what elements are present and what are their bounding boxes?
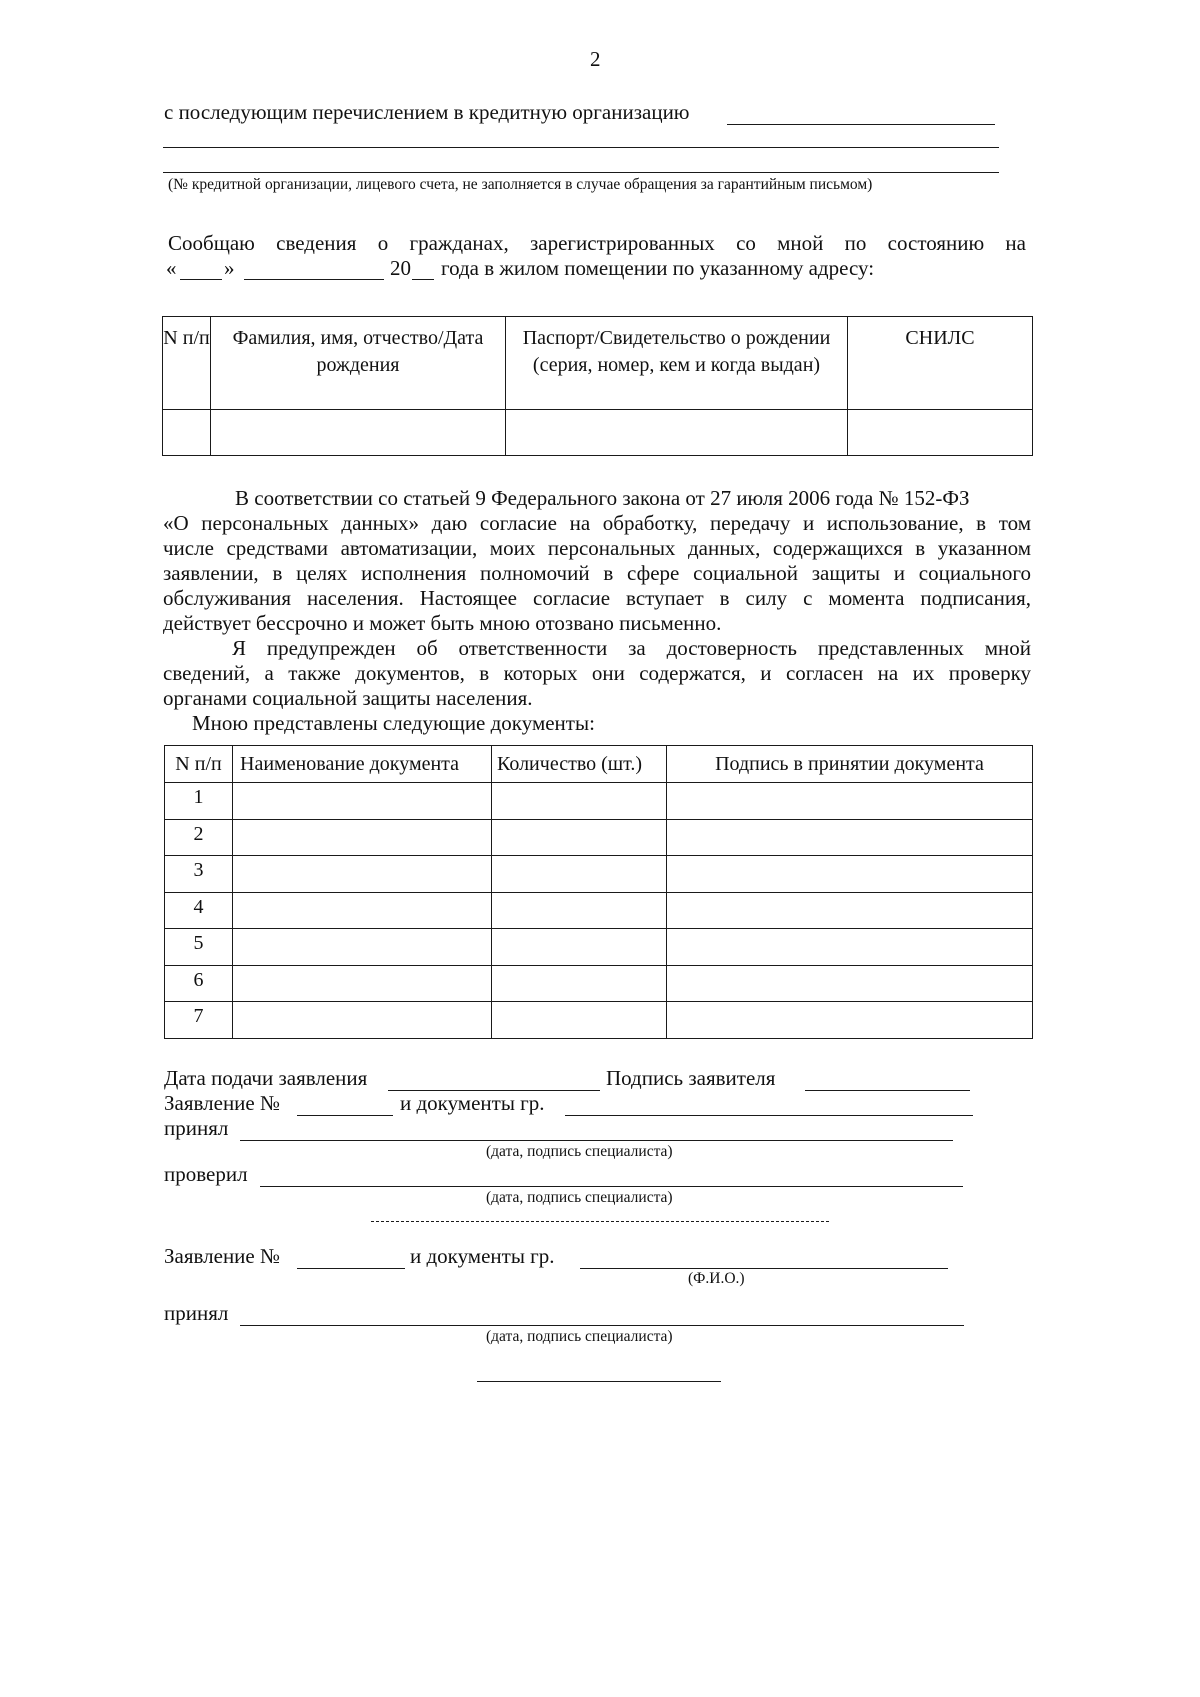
documents-intro: Мною представлены следующие документы: bbox=[192, 711, 595, 735]
documents-table bbox=[164, 745, 1033, 1039]
documents-cell-name[interactable] bbox=[233, 783, 492, 820]
residents-header-number: N п/п bbox=[163, 317, 211, 410]
documents-cell-name[interactable] bbox=[233, 820, 492, 856]
receipt-accepted-label: принял bbox=[164, 1301, 229, 1325]
documents-cell-signature[interactable] bbox=[667, 783, 1033, 820]
residents-cell-number[interactable] bbox=[163, 410, 211, 456]
documents-cell-signature[interactable] bbox=[667, 893, 1033, 929]
receipt-accepted-field[interactable] bbox=[240, 1325, 964, 1326]
credit-org-note: (№ кредитной организации, лицевого счета, не заполняется в случае обращения за гарантийным письмом) bbox=[168, 176, 873, 193]
date-month-field[interactable] bbox=[244, 279, 384, 280]
table-row bbox=[165, 966, 1033, 1002]
consent-line-1: В соответствии со статьей 9 Федерального закона от 27 июля 2006 года № 152-ФЗ bbox=[235, 486, 970, 510]
documents-cell-quantity[interactable] bbox=[492, 820, 667, 856]
receipt-application-number-field[interactable] bbox=[297, 1268, 405, 1269]
documents-header-number: N п/п bbox=[165, 746, 233, 783]
table-row bbox=[165, 783, 1033, 820]
warning-line-1: Я предупрежден об ответственности за достоверность представленных мной bbox=[232, 636, 1031, 660]
documents-row-number: 1 bbox=[165, 783, 233, 820]
documents-cell-quantity[interactable] bbox=[492, 1002, 667, 1039]
documents-header-signature: Подпись в принятии документа bbox=[667, 746, 1033, 783]
table-row bbox=[163, 410, 1033, 456]
date-day-field[interactable] bbox=[180, 279, 222, 280]
accepted-label: принял bbox=[164, 1116, 229, 1140]
credit-org-field[interactable] bbox=[727, 124, 995, 125]
residents-cell-passport[interactable] bbox=[506, 410, 848, 456]
documents-header-quantity: Количество (шт.) bbox=[492, 746, 667, 783]
documents-cell-name[interactable] bbox=[233, 929, 492, 966]
transfer-label: с последующим перечислением в кредитную организацию bbox=[164, 100, 690, 124]
consent-line-5: обслуживания населения. Настоящее согласие вступает в силу с момента подписания, bbox=[163, 586, 1031, 610]
table-row bbox=[165, 820, 1033, 856]
documents-cell-quantity[interactable] bbox=[492, 856, 667, 893]
warning-line-2: сведений, а также документов, в которых они содержатся, и согласен на их проверку bbox=[163, 661, 1031, 685]
residents-intro: Сообщаю сведения о гражданах, зарегистрированных со мной по состоянию на bbox=[168, 231, 1026, 255]
date-year-field[interactable] bbox=[412, 279, 434, 280]
citizen-name-field[interactable] bbox=[565, 1115, 973, 1116]
residents-cell-snils[interactable] bbox=[848, 410, 1033, 456]
documents-cell-name[interactable] bbox=[233, 966, 492, 1002]
documents-cell-signature[interactable] bbox=[667, 929, 1033, 966]
documents-cell-name[interactable] bbox=[233, 893, 492, 929]
table-row bbox=[165, 1002, 1033, 1039]
submission-date-label: Дата подачи заявления bbox=[164, 1066, 368, 1090]
documents-cell-name[interactable] bbox=[233, 856, 492, 893]
date-year-prefix: 20 bbox=[390, 256, 411, 280]
closing-rule bbox=[477, 1381, 721, 1382]
documents-cell-signature[interactable] bbox=[667, 966, 1033, 1002]
table-row bbox=[165, 929, 1033, 966]
documents-cell-quantity[interactable] bbox=[492, 966, 667, 1002]
date-tail: года в жилом помещении по указанному адресу: bbox=[441, 256, 875, 280]
applicant-signature-field[interactable] bbox=[805, 1090, 970, 1091]
receipt-documents-of-label: и документы гр. bbox=[410, 1244, 555, 1268]
receipt-specialist-note: (дата, подпись специалиста) bbox=[486, 1328, 673, 1345]
documents-header-name: Наименование документа bbox=[233, 746, 492, 783]
receipt-citizen-name-field[interactable] bbox=[580, 1268, 948, 1269]
checked-label: проверил bbox=[164, 1162, 248, 1186]
cut-line bbox=[371, 1221, 829, 1222]
documents-of-label: и документы гр. bbox=[400, 1091, 545, 1115]
documents-row-number: 7 bbox=[165, 1002, 233, 1039]
credit-org-field-line-2[interactable] bbox=[163, 147, 999, 148]
checked-specialist-note: (дата, подпись специалиста) bbox=[486, 1189, 673, 1206]
documents-cell-signature[interactable] bbox=[667, 1002, 1033, 1039]
residents-header-passport: Паспорт/Свидетельство о рождении (серия, номер, кем и когда выдан) bbox=[506, 317, 848, 410]
documents-cell-quantity[interactable] bbox=[492, 783, 667, 820]
documents-cell-signature[interactable] bbox=[667, 820, 1033, 856]
consent-line-2: «О персональных данных» даю согласие на обработку, передачу и использование, в том bbox=[163, 511, 1031, 535]
warning-line-3: органами социальной защиты населения. bbox=[163, 686, 533, 710]
documents-cell-quantity[interactable] bbox=[492, 893, 667, 929]
documents-cell-signature[interactable] bbox=[667, 856, 1033, 893]
table-row bbox=[165, 856, 1033, 893]
date-close-quote: » bbox=[224, 256, 235, 280]
page-number: 2 bbox=[590, 47, 601, 71]
documents-row-number: 2 bbox=[165, 820, 233, 856]
application-number-label: Заявление № bbox=[164, 1091, 281, 1115]
documents-cell-quantity[interactable] bbox=[492, 929, 667, 966]
residents-cell-name[interactable] bbox=[211, 410, 506, 456]
documents-row-number: 6 bbox=[165, 966, 233, 1002]
checked-field[interactable] bbox=[260, 1186, 963, 1187]
documents-row-number: 4 bbox=[165, 893, 233, 929]
documents-cell-name[interactable] bbox=[233, 1002, 492, 1039]
applicant-signature-label: Подпись заявителя bbox=[606, 1066, 776, 1090]
documents-row-number: 3 bbox=[165, 856, 233, 893]
residents-header-snils: СНИЛС bbox=[848, 317, 1033, 410]
documents-row-number: 5 bbox=[165, 929, 233, 966]
credit-org-field-line-3[interactable] bbox=[163, 172, 999, 173]
receipt-application-number-label: Заявление № bbox=[164, 1244, 281, 1268]
date-open-quote: « bbox=[166, 256, 177, 280]
residents-table bbox=[162, 316, 1033, 456]
accepted-specialist-note: (дата, подпись специалиста) bbox=[486, 1143, 673, 1160]
receipt-fio-note: (Ф.И.О.) bbox=[688, 1270, 745, 1287]
residents-header-name: Фамилия, имя, отчество/Дата рождения bbox=[211, 317, 506, 410]
accepted-field[interactable] bbox=[240, 1140, 953, 1141]
consent-line-4: заявлении, в целях исполнения полномочий в сфере социальной защиты и социального bbox=[163, 561, 1031, 585]
consent-line-6: действует бессрочно и может быть мною отозвано письменно. bbox=[163, 611, 722, 635]
application-number-field[interactable] bbox=[297, 1115, 393, 1116]
table-row bbox=[165, 893, 1033, 929]
consent-line-3: числе средствами автоматизации, моих персональных данных, содержащихся в указанном bbox=[163, 536, 1031, 560]
